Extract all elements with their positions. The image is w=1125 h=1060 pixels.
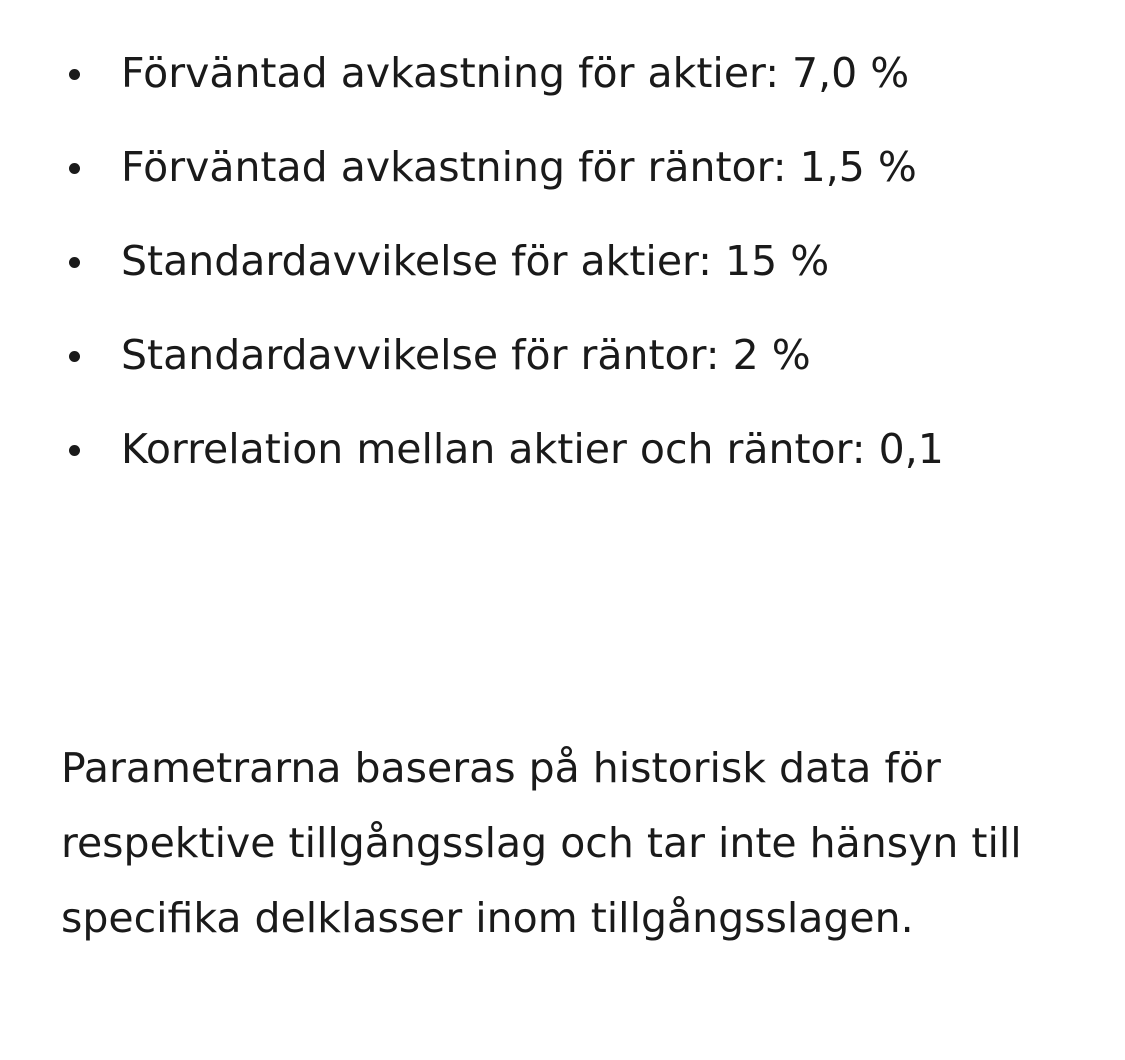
list-item-text: Standardavvikelse för aktier: 15 % [121, 237, 830, 285]
parameter-note: Parametrarna baseras på historisk data för respektive tillgångsslag och tar inte hänsyn till specifika delklasser inom tillgångsslagen. [61, 744, 1022, 942]
list-item-text: Standardavvikelse för räntor: 2 % [121, 331, 811, 379]
bullet-icon [69, 69, 80, 80]
list-item [0, 416, 981, 482]
list-item [0, 228, 981, 294]
list-item-text: Förväntad avkastning för aktier: 7,0 % [121, 49, 910, 97]
list-item [0, 322, 981, 388]
list-item [0, 40, 981, 106]
parameter-list [0, 40, 1125, 510]
list-item [0, 134, 981, 200]
bullet-icon [69, 257, 80, 268]
bullet-icon [69, 163, 80, 174]
list-item-text: Förväntad avkastning för räntor: 1,5 % [121, 143, 917, 191]
bullet-icon [69, 351, 80, 362]
bullet-icon [69, 445, 80, 456]
list-item-text: Korrelation mellan aktier och räntor: 0,1 [121, 425, 944, 473]
